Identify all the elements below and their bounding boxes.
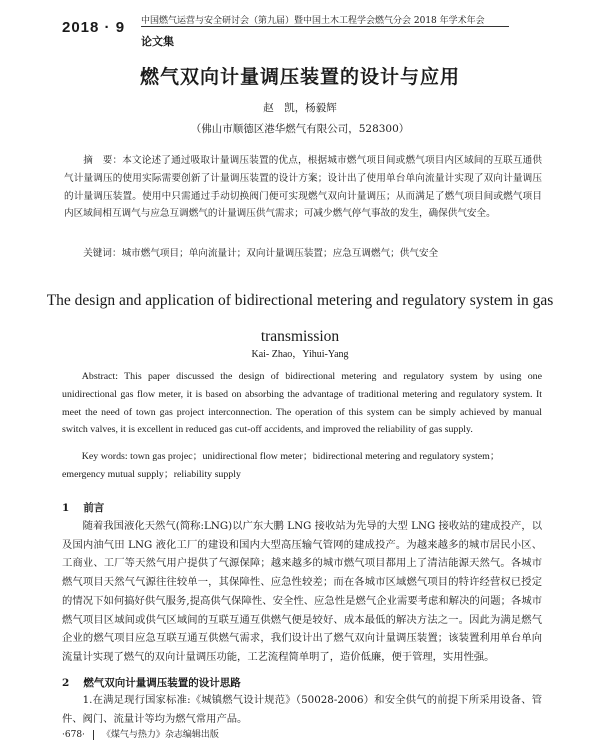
footer-separator [93, 730, 94, 740]
abstract-cn-label: 摘 要： [83, 155, 123, 166]
header-conference: 中国燃气运营与安全研讨会（第九届）暨中国土木工程学会燃气分会 2018 年学术年会 [141, 16, 485, 26]
paper-authors: 赵 凯，杨毅辉 [263, 102, 337, 114]
paper-title-en: The design and application of bidirectional metering and regulatory system in gas transmission [46, 292, 554, 345]
section-1-heading [62, 500, 104, 515]
abstract-cn [64, 152, 542, 223]
abstract-en-label: Abstract: [81, 371, 118, 382]
page-footer [62, 727, 219, 740]
keywords-cn-text: 城市燃气项目；单向流量计；双向计量调压装置；应急互调燃气；供气安全 [121, 248, 439, 259]
section-1-number: 1 [62, 502, 70, 514]
header-collection: 论文集 [141, 35, 174, 48]
keywords-cn [64, 245, 542, 262]
header-rule [141, 26, 509, 27]
keywords-en [62, 448, 542, 484]
section-2-number: 2 [62, 677, 70, 689]
section-1-paragraph: 随着我国液化天然气(简称:LNG)以广东大鹏 LNG 接收站为先导的大型 LNG 接收站的建成投产，以及国内油气田 LNG 液化工厂的建设和国内大型高压输气管网的建成投产。为越来越多的城市居民小区、工商业、工厂等天然气用户提供了气源保障；越来越多的城市燃气项目都用上了清洁能源天然气。各城市燃气项目天然气气源往往较单一，其保障性、应急性较差；而在各城市区域燃气项目的特许经营权已授定的情况下如何搞好供气服务,提高供气保障性、安全性、应急性是燃气企业需要考虑和解决的问题；各城市燃气项目区域间或供气区域间的互联互通互供燃气便是较好、成本最低的解决方法之一。因此为满足燃气企业的燃气项目应急互联互通互供燃气需求，我们设计出了燃气双向计量调压装置；该装置利用单台单向流量计实现了燃气的双向计量调压功能，工艺流程简单明了，造价低廉，便于管理，实用性强。 [62, 520, 542, 663]
section-1-title: 前言 [83, 502, 105, 514]
section-2-paragraph: 1.在满足现行国家标准:《城镇燃气设计规范》（50028-2006）和安全供气的前提下所采用设备、管件、阀门、流量计等均为燃气常用产品。 [62, 694, 542, 725]
abstract-en-text: This paper discussed the design of bidirectional metering and regulatory system by using one unidirectional gas flow meter, it is based on absorbing the advantage of traditional metering and regulatory system. It meet the need of town gas project interconnection. The operation of this system can be simply achieved by manual switch valves, it is excellent in reduced gas cut-off accidents, and improved the reliability of gas supply. [62, 371, 542, 436]
keywords-en-label: Key words: [81, 451, 128, 462]
footer-page-number: ·678· [62, 730, 85, 740]
paper-authors-en: Kai- Zhao，Yihui-Yang [251, 349, 349, 360]
paper-title: 燃气双向计量调压装置的设计与应用 [139, 66, 460, 88]
section-2-heading [62, 675, 241, 690]
section-2-title: 燃气双向计量调压装置的设计思路 [83, 677, 241, 689]
keywords-cn-label: 关键词： [83, 248, 122, 259]
footer-journal: 《煤气与热力》杂志编辑出版 [101, 730, 219, 740]
paper-affiliation: （佛山市顺德区港华燃气有限公司，528300） [190, 123, 410, 135]
header-year: 2018 · 9 [62, 19, 126, 36]
abstract-cn-text: 本文论述了通过吸取计量调压装置的优点，根据城市燃气项目间或燃气项目内区域间的互联互通供气计量调压的使用实际需要创新了计量调压装置的设计方案；设计出了使用单台单向流量计实现了双向计量调压的计量调压装置。使用中只需通过手动切换阀门便可实现燃气双向计量调压；从而满足了燃气项目间或燃气项目内区域间相互调气与应急互调燃气的计量调压供气需求；可减少燃气停气事故的发生，确保供气安全。 [64, 155, 542, 220]
abstract-en [62, 368, 542, 439]
section-1-body [62, 517, 542, 667]
section-2-body [62, 691, 542, 728]
keywords-en-text: town gas projec；unidirectional flow meter；bidirectional metering and regulatory system；emergency mutual supply；reliability supply [62, 451, 500, 480]
